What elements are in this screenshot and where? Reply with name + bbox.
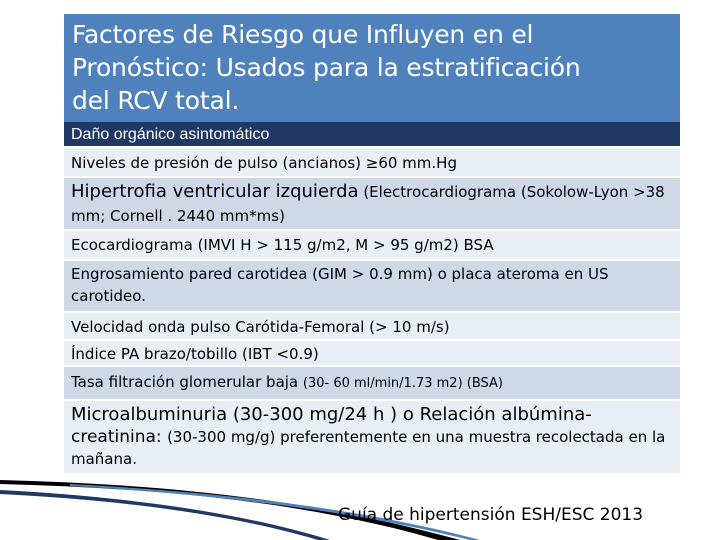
slide-title: Factores de Riesgo que Influyen en el Pronóstico: Usados para la estratificación del RCV total. bbox=[72, 20, 581, 115]
table-row-carotid-thickening: Engrosamiento pared carotidea (GIM > 0.9 mm) o placa ateroma en US carotideo. bbox=[64, 261, 680, 313]
gfr-range: (30- 60 ml/min/1.73 m2) (BSA) bbox=[302, 376, 503, 391]
swoosh-line-navy bbox=[0, 490, 330, 540]
risk-factors-table bbox=[64, 122, 680, 475]
table-row-pulse-wave-velocity: Velocidad onda pulso Carótida-Femoral (> 10 m/s) bbox=[64, 313, 680, 341]
table-row-lvh-ecg bbox=[64, 178, 680, 231]
table-row-pulse-pressure: Niveles de presión de pulso (ancianos) ≥60 mm.Hg bbox=[64, 148, 680, 178]
microalbuminuria-label: Microalbuminuria (30-300 mg/24 h ) o Relación albúmina- bbox=[71, 404, 592, 425]
gfr-label: Tasa filtración glomerular baja bbox=[71, 373, 303, 391]
table-row-ankle-brachial-index: Índice PA brazo/tobillo (IBT <0.9) bbox=[64, 341, 680, 367]
table-row-microalbuminuria bbox=[64, 401, 680, 475]
title-box bbox=[64, 14, 680, 122]
lvh-ecg-criteria: (Electrocardiograma (Sokolow-Lyon >38 mm; Cornell . 2440 mm*ms) bbox=[71, 183, 665, 225]
creatinine-label: creatinina: bbox=[71, 427, 168, 447]
table-row-echocardiogram: Ecocardiograma (IMVI H > 115 g/m2, M > 95 g/m2) BSA bbox=[64, 231, 680, 261]
microalbuminuria-detail: (30-300 mg/g) preferentemente en una muestra recolectada en la mañana. bbox=[71, 428, 666, 468]
lvh-label: Hipertrofia ventricular izquierda bbox=[71, 181, 359, 202]
citation: Guía de hipertensión ESH/ESC 2013 bbox=[338, 505, 644, 525]
table-row-gfr bbox=[64, 367, 680, 401]
table-header: Daño orgánico asintomático bbox=[64, 122, 680, 148]
